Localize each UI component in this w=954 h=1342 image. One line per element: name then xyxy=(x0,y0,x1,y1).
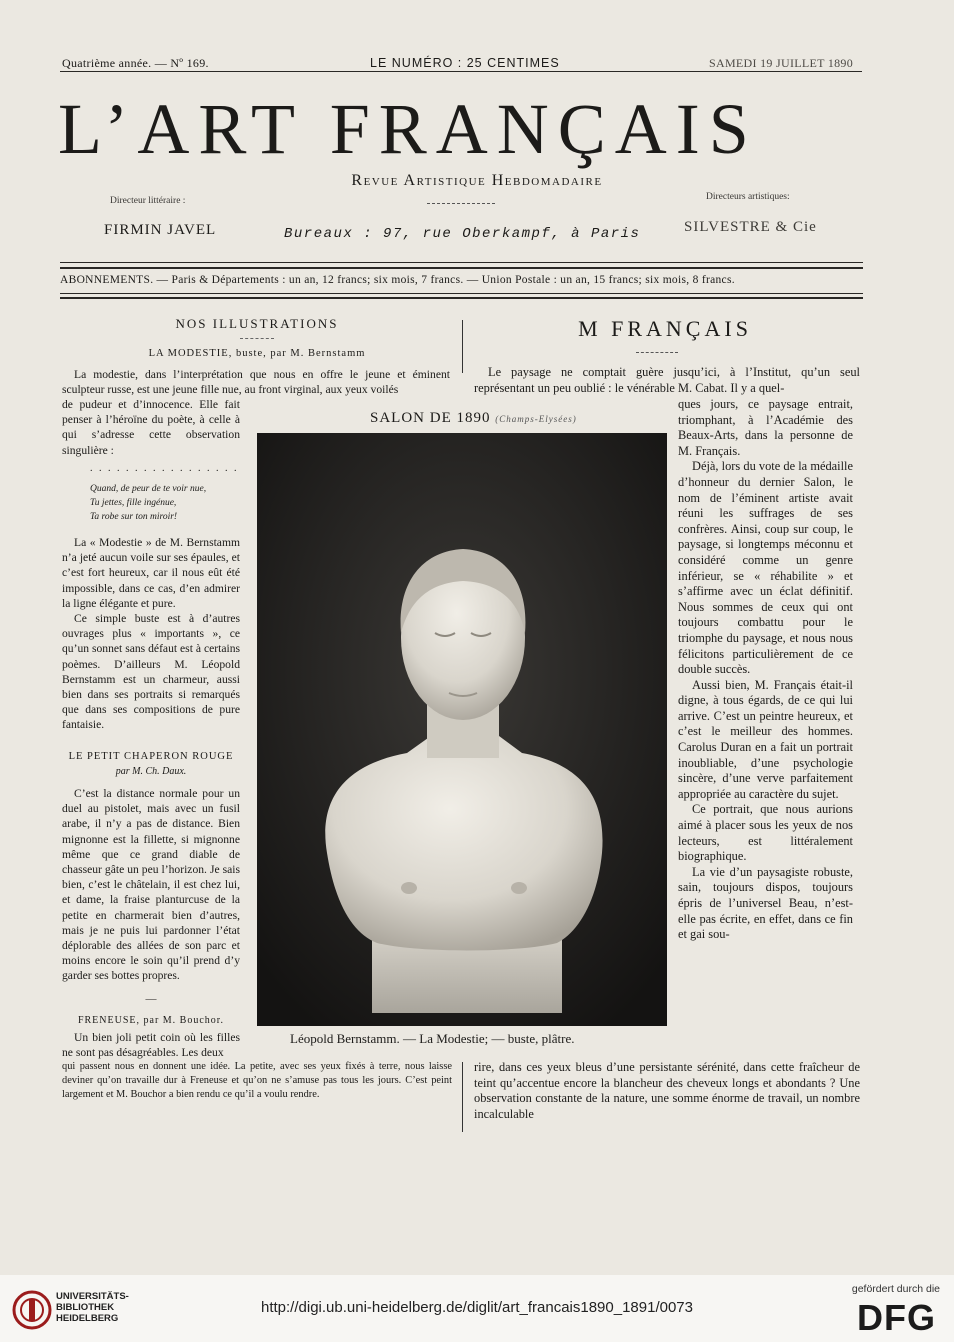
modestie-text-3: Ce simple buste est à d’autres ouvrages plus « importants », ce qu’un sonnet sans défaut est à certains poèmes. D’ailleurs M. Léopold Bernstamm est un charmeur, aussi bien dans ses portraits si remarqués que dans ses compositions de pure fantaisie. xyxy=(62,612,240,732)
source-url-link[interactable]: http://digi.ub.uni-heidelberg.de/diglit/art_francais1890_1891/0073 xyxy=(261,1299,693,1316)
francais-text-5: La vie d’un paysagiste robuste, sain, toujours dispos, toujours épris de l’universel Beau, n’est-elle pas écrite, en effet, dans ce fin et gai sou- xyxy=(678,864,853,942)
salon-label xyxy=(370,410,577,427)
modestie-body xyxy=(62,535,240,733)
artistic-directors-label: Directeurs artistiques: xyxy=(706,192,790,202)
institution-line-2: BIBLIOTHEK xyxy=(56,1302,115,1313)
francais-end: rire, dans ces yeux bleus d’une persistante sérénité, dans cette fraîcheur de teint qu’accentue encore la blancheur des cheveux longs et abondants ? Une observation constante de la nature, une somme énorme de travail, un nombre incalculable xyxy=(474,1060,860,1121)
salon-year: SALON DE 1890 xyxy=(370,410,491,426)
issue-date: SAMEDI 19 JUILLET 1890 xyxy=(709,56,854,70)
verse-line-2: Tu jettes, fille ingénue, xyxy=(90,498,177,508)
rule-d xyxy=(60,297,863,299)
francais-text-3: Aussi bien, M. Français était-il digne, à tous égards, de ce qui lui arrive. C’est un peintre heureux, et c’est le meilleur des hommes. Carolus Duran en a fait un portrait inoubliable, d’une psychologie sincère, d’une verve parfaitement appropriée au caractère du sujet. xyxy=(678,677,853,801)
institution-line-1: UNIVERSITÄTS- xyxy=(56,1291,129,1302)
institution-line-3: HEIDELBERG xyxy=(56,1313,119,1324)
rule-c xyxy=(60,293,863,294)
freneuse-text-b: qui passent nous en donnent une idée. La petite, avec ses yeux fixés à terre, nous laisse deviner qu’on travaille dur à Freneuse et qu’on ne s’amuse pas tous les jours. C’est peint largement et M. Bouchor a bien rendu ce qu’il a voulu rendre. xyxy=(62,1061,452,1100)
bust-illustration xyxy=(257,433,667,1026)
left-heading: NOS ILLUSTRATIONS xyxy=(175,316,339,331)
modestie-text-1a: La modestie, dans l’interprétation que nous en offre le jeune et éminent sculpteur russe, est une jeune fille nue, au front virginal, aux yeux voilés xyxy=(62,368,450,397)
literary-director-name: FIRMIN JAVEL xyxy=(104,222,217,238)
subscription-line: ABONNEMENTS. — Paris & Départements : un an, 12 francs; six mois, 7 francs. — Union Postale : un an, 15 francs; six mois, 8 francs. xyxy=(60,274,735,286)
verse-line-1: Quand, de peur de te voir nue, xyxy=(90,484,207,494)
section-title-modestie: LA MODESTIE, buste, par M. Bernstamm xyxy=(148,348,366,359)
modestie-text-1b: de pudeur et d’innocence. Elle fait penser à l’héroïne du poète, à celle à qui s’adresse cette observation singulière : xyxy=(62,398,240,457)
artistic-directors-name: SILVESTRE & Cie xyxy=(684,219,817,235)
francais-body xyxy=(678,397,853,943)
modestie-paragraph-1 xyxy=(62,367,450,397)
masthead-subtitle: Revue Artistique Hebdomadaire xyxy=(351,172,603,189)
salon-location: (Champs-Elysées) xyxy=(495,414,577,424)
francais-text-1: ques jours, ce paysage entrait, triomphant, à l’Académie des Beaux-Arts, dans la personne de M. Français. xyxy=(678,397,853,458)
francais-intro: Le paysage ne comptait guère jusqu’ici, à l’Institut, qu’un seul représentant un peu oublié : le vénérable M. Cabat. Il y a quel- xyxy=(474,365,860,395)
section-title-chaperon: LE PETIT CHAPERON ROUGE xyxy=(68,751,234,762)
top-rule xyxy=(60,71,862,72)
rule-a xyxy=(60,262,863,263)
figure-caption: Léopold Bernstamm. — La Modestie; — buste, plâtre. xyxy=(290,1031,575,1046)
column-divider-bottom xyxy=(462,1062,463,1132)
francais-text-2: Déjà, lors du vote de la médaille d’honneur du dernier Salon, le nom de l’éminent artiste avait réuni les suffrages de ses confrères. Ainsi, coup sur coup, le paysage, si longtemps méconnu et considéré comme un genre inférieur, se « réhabilite » et s’affirme avec un éclat définitif. Nous sommes de ceux qui ont toujours combattu pour le triomphe du paysage, et nous nous félicitons particulièrement de ce double succès. xyxy=(678,459,853,677)
chaperon-text: C’est la distance normale pour un duel au pistolet, mais avec un fusil arabe, il n’y a pas de distance. Bien mignonne est la fillette, si mignonne même que ce grand diable de chasseur gâte un peu l’horizon. Je sais bien, c’est le châtelain, il est chez lui, et dame, la fraise planturcuse de la petite en charmerait bien d’autres, mais je ne puis lui pardonner l’état déplorable des allées de son parc et moins encore le soin qu’il prend d’y garder ses bottes propres. xyxy=(62,787,240,983)
right-heading: M FRANÇAIS xyxy=(578,316,752,341)
right-heading-ornament xyxy=(636,352,678,353)
dfg-logo: DFG xyxy=(857,1297,936,1338)
column-divider-top xyxy=(462,320,463,373)
price-line: LE NUMÉRO : 25 CENTIMES xyxy=(370,56,560,70)
masthead-title: L’ART FRANÇAIS xyxy=(58,89,758,169)
francais-text-4: Ce portrait, que nous aurions aimé à placer sous les yeux de nos lecteurs, est littéralement biographique. xyxy=(678,802,853,864)
literary-director-label: Directeur littéraire : xyxy=(110,196,186,206)
bureaux-address: Bureaux : 97, rue Oberkampf, à Paris xyxy=(284,226,641,242)
section-title-freneuse: FRENEUSE, par M. Bouchor. xyxy=(77,1015,225,1026)
rule-b xyxy=(60,267,863,269)
funding-label: gefördert durch die xyxy=(851,1283,940,1295)
modestie-paragraph-1-cont xyxy=(62,397,240,458)
digitization-footer xyxy=(0,1275,954,1342)
freneuse-body-b xyxy=(62,1060,452,1102)
left-heading-ornament xyxy=(240,338,274,339)
issue-number: Quatrième année. — Nº 169. xyxy=(62,56,209,70)
section-dash: — xyxy=(145,993,157,1005)
verse-dots: . . . . . . . . . . . . . . . . . xyxy=(90,463,239,474)
chaperon-author: par M. Ch. Daux. xyxy=(115,766,187,777)
verse-line-3: Ta robe sur ton miroir! xyxy=(90,512,178,522)
subtitle-ornament xyxy=(427,203,495,204)
freneuse-text-a: Un bien joli petit coin où les filles ne sont pas désagréables. Les deux xyxy=(62,1031,240,1060)
modestie-text-2: La « Modestie » de M. Bernstamm n’a jeté aucun voile sur ses épaules, et c’est fort heureux, car il nous eût été impossible, dans ce cas, d’en admirer la ligne élégante et pure. xyxy=(62,536,240,610)
chaperon-body xyxy=(62,786,240,984)
bust-photograph xyxy=(257,433,667,1026)
freneuse-body-a xyxy=(62,1030,240,1060)
